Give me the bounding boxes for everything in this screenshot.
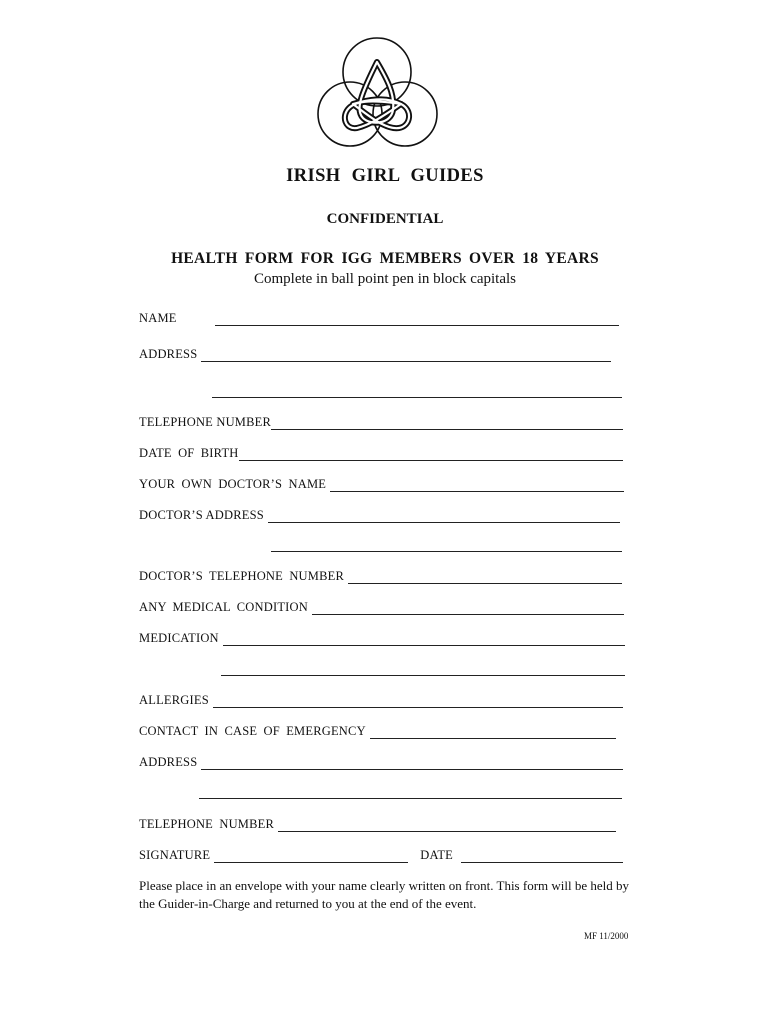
allergies-line[interactable] [213,695,623,708]
telephone-label: TELEPHONE NUMBER [139,415,272,429]
telephone-field[interactable] [139,414,623,430]
doctor-name-line[interactable] [330,479,624,492]
trefoil-logo-icon [315,34,440,152]
allergies-label: ALLERGIES [139,693,209,707]
dob-label: DATE OF BIRTH [139,446,239,460]
date-line[interactable] [461,850,623,863]
form-title: HEALTH FORM FOR IGG MEMBERS OVER 18 YEARS [171,250,599,267]
dob-line[interactable] [239,448,623,461]
address-line[interactable] [201,349,611,362]
doctor-address-line-2[interactable] [271,550,622,552]
medical-condition-line[interactable] [312,602,624,615]
emergency-phone-label: TELEPHONE NUMBER [139,817,275,831]
name-field[interactable] [139,310,619,326]
signature-label: SIGNATURE [139,848,211,862]
medical-condition-field[interactable] [139,599,624,615]
emergency-phone-field[interactable] [139,816,616,832]
doctor-phone-label: DOCTOR’S TELEPHONE NUMBER [139,569,344,583]
emergency-address-field[interactable] [139,754,623,770]
doctor-phone-line[interactable] [348,571,622,584]
medication-line[interactable] [223,633,625,646]
instruction-text: Complete in ball point pen in block capitals [253,271,517,287]
doctor-phone-field[interactable] [139,568,622,584]
emergency-address-line-2[interactable] [199,797,622,799]
emergency-phone-line[interactable] [278,819,616,832]
date-label: DATE [420,848,453,862]
doctor-address-line[interactable] [268,510,620,523]
allergies-field[interactable] [139,692,623,708]
footer-note: Please place in an envelope with your name clearly written on front. This form will be held by the Guider-in-Charge and returned to you at the end of the event. [139,878,630,911]
form-reference: MF 11/2000 [584,931,629,941]
emergency-contact-field[interactable] [139,723,616,739]
medical-condition-label: ANY MEDICAL CONDITION [139,600,308,614]
name-line[interactable] [215,313,619,326]
signature-field[interactable] [139,847,623,863]
medication-field[interactable] [139,630,625,646]
organisation-title: IRISH GIRL GUIDES [286,166,484,186]
signature-line[interactable] [214,850,408,863]
medication-label: MEDICATION [139,631,219,645]
dob-field[interactable] [139,445,623,461]
emergency-contact-label: CONTACT IN CASE OF EMERGENCY [139,724,366,738]
confidential-label: CONFIDENTIAL [326,211,444,227]
doctor-name-label: YOUR OWN DOCTOR’S NAME [139,477,327,491]
telephone-line[interactable] [271,417,623,430]
doctor-address-field[interactable] [139,507,620,523]
address-field[interactable] [139,346,611,362]
address-line-2[interactable] [212,396,622,398]
emergency-contact-line[interactable] [370,726,616,739]
address-label: ADDRESS [139,347,198,361]
emergency-address-label: ADDRESS [139,755,198,769]
doctor-address-label: DOCTOR’S ADDRESS [139,508,264,522]
name-label: NAME [139,311,177,325]
emergency-address-line[interactable] [201,757,623,770]
medication-line-2[interactable] [221,674,625,676]
doctor-name-field[interactable] [139,476,624,492]
